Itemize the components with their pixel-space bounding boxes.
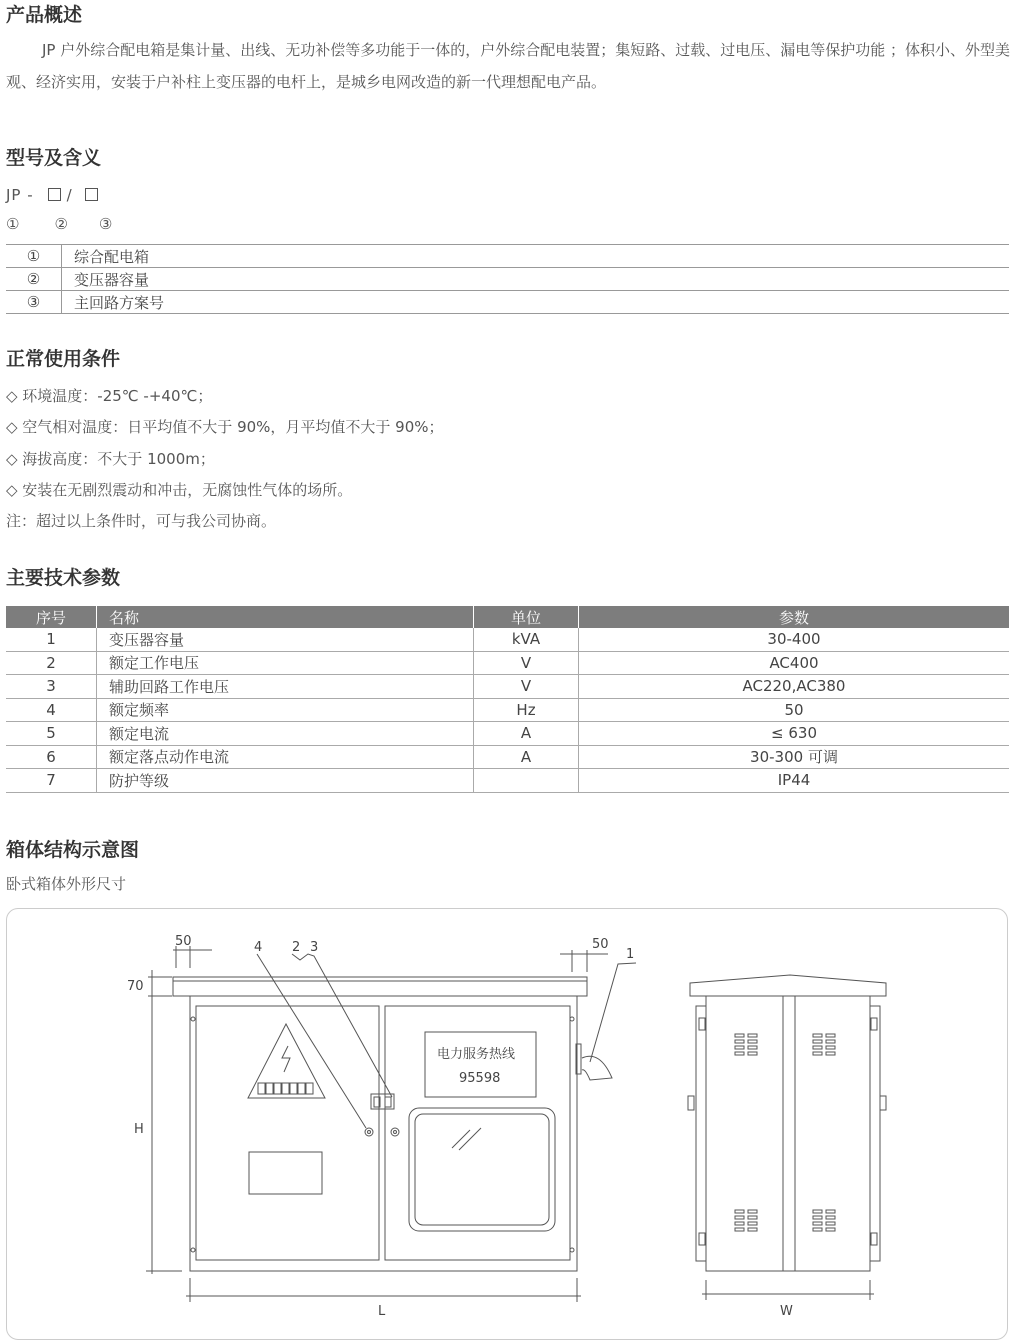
side-body	[706, 996, 870, 1271]
glyph-box	[298, 1083, 305, 1094]
lock	[368, 1131, 371, 1134]
leader-1	[590, 963, 636, 1062]
front-view	[146, 946, 636, 1302]
condition-item: ◇ 环境温度：-25℃ -+40℃；	[6, 387, 213, 405]
side-hinge	[871, 1233, 877, 1245]
condition-item: ◇ 海拔高度：不大于 1000m；	[6, 450, 215, 468]
leader-2-3	[292, 954, 392, 1097]
glyph-box	[274, 1083, 281, 1094]
hotline-sign	[425, 1032, 536, 1097]
marker: ②	[54, 215, 69, 233]
side-handle	[880, 1096, 886, 1110]
cell-unit: kVA	[474, 628, 579, 651]
hinge	[570, 1248, 574, 1252]
cell-index: 2	[6, 651, 97, 675]
cell-unit: V	[474, 651, 579, 675]
section-title-overview: 产品概述	[6, 4, 83, 26]
cell-value: IP44	[579, 769, 1010, 793]
cell-name: 防护等级	[97, 769, 474, 793]
cell-name: 额定工作电压	[97, 651, 474, 675]
side-hinge	[699, 1233, 705, 1245]
glass-mark	[452, 1130, 470, 1148]
dim-50-left: 50	[175, 934, 192, 949]
cell-name: 变压器容量	[97, 628, 474, 651]
label-h: H	[134, 1122, 144, 1137]
glyph-box	[290, 1083, 297, 1094]
cell-index: 6	[6, 745, 97, 769]
cell-index: 1	[6, 628, 97, 651]
vent-grille	[735, 1034, 835, 1231]
side-flange-right	[870, 1006, 880, 1261]
dim-70: 70	[127, 979, 144, 994]
row-number: ①	[6, 245, 62, 268]
dim-50-right: 50	[592, 937, 609, 952]
lock	[391, 1128, 399, 1136]
cell-name: 额定电流	[97, 722, 474, 746]
lock	[365, 1128, 373, 1136]
row-text: 主回路方案号	[62, 291, 1010, 314]
side-roof	[690, 975, 886, 996]
row-number: ②	[6, 268, 62, 291]
lock	[394, 1131, 397, 1134]
hinge	[191, 1017, 195, 1021]
marker: ①	[6, 215, 21, 233]
cell-value: AC220,AC380	[579, 675, 1010, 699]
glyph-box	[266, 1083, 273, 1094]
cell-value: 30-400	[579, 628, 1010, 651]
cell-value: 50	[579, 698, 1010, 722]
header-name: 名称	[97, 606, 474, 628]
section-title-conditions: 正常使用条件	[6, 348, 121, 370]
side-handle	[688, 1096, 694, 1110]
header-value: 参数	[579, 606, 1010, 628]
lightning-icon	[282, 1046, 290, 1072]
row-text: 变压器容量	[62, 268, 1010, 291]
condition-note: 注：超过以上条件时，可与我公司协商。	[6, 512, 277, 530]
glyph-box	[282, 1083, 289, 1094]
cell-name: 额定落点动作电流	[97, 745, 474, 769]
viewing-window	[409, 1108, 555, 1231]
hotline-number: 95598	[459, 1071, 501, 1086]
section-title-structure: 箱体结构示意图	[6, 839, 140, 861]
cell-index: 7	[6, 769, 97, 793]
section-title-model: 型号及含义	[6, 147, 102, 169]
side-hinge	[871, 1018, 877, 1030]
cell-name: 辅助回路工作电压	[97, 675, 474, 699]
cell-name: 额定频率	[97, 698, 474, 722]
section-title-params: 主要技术参数	[6, 567, 121, 589]
hotline-label: 电力服务热线	[437, 1047, 516, 1062]
leader-4	[257, 954, 366, 1128]
roof	[173, 977, 587, 996]
row-number: ③	[6, 291, 62, 314]
model-prefix: JP -	[6, 186, 34, 204]
condition-item: ◇ 空气相对温度：日平均值不大于 90%，月平均值不大于 90%；	[6, 418, 444, 436]
cell-unit: A	[474, 722, 579, 746]
meter-panel	[249, 1152, 322, 1194]
callout-4: 4	[254, 940, 263, 955]
marker: ③	[98, 215, 114, 233]
callout-1: 1	[626, 947, 635, 962]
cell-unit: Hz	[474, 698, 579, 722]
overview-text: JP 户外综合配电箱是集计量、出线、无功补偿等多功能于一体的，户外综合配电装置；集短路、过载、过电压、漏电等保护功能 ；体积小、外型美观、经济实用，安装于户补柱上变压器的电杆上，是城乡电网改造的新一代理想配电产品。	[6, 41, 1011, 91]
callout-3: 3	[310, 940, 319, 955]
hinge	[570, 1017, 574, 1021]
door-handle	[385, 1097, 391, 1107]
glyph-box	[306, 1083, 313, 1094]
hinge	[191, 1248, 195, 1252]
right-door	[385, 1006, 570, 1260]
cell-index: 4	[6, 698, 97, 722]
cell-index: 5	[6, 722, 97, 746]
left-door	[196, 1006, 379, 1260]
callout-2: 2	[292, 940, 301, 955]
viewing-window-inner	[415, 1114, 549, 1225]
side-hinge	[699, 1018, 705, 1030]
cell-value: AC400	[579, 651, 1010, 675]
conduit	[582, 1056, 612, 1080]
header-unit: 单位	[474, 606, 579, 628]
header-index: 序号	[6, 606, 97, 628]
row-text: 综合配电箱	[62, 245, 1010, 268]
model-slash: /	[66, 186, 73, 204]
glass-mark	[459, 1128, 481, 1150]
side-flange-left	[696, 1006, 706, 1261]
cell-unit: A	[474, 745, 579, 769]
label-l: L	[378, 1304, 386, 1319]
structure-subtitle: 卧式箱体外形尺寸	[6, 875, 127, 893]
glyph-box	[258, 1083, 265, 1094]
condition-item: ◇ 安装在无剧烈震动和冲击，无腐蚀性气体的场所。	[6, 481, 353, 499]
cabinet-body	[190, 996, 577, 1271]
side-view	[688, 975, 886, 1300]
cell-index: 3	[6, 675, 97, 699]
cell-value: 30-300 可调	[579, 745, 1010, 769]
label-w: W	[780, 1304, 793, 1319]
cell-unit: V	[474, 675, 579, 699]
cell-value: ≤ 630	[579, 722, 1010, 746]
